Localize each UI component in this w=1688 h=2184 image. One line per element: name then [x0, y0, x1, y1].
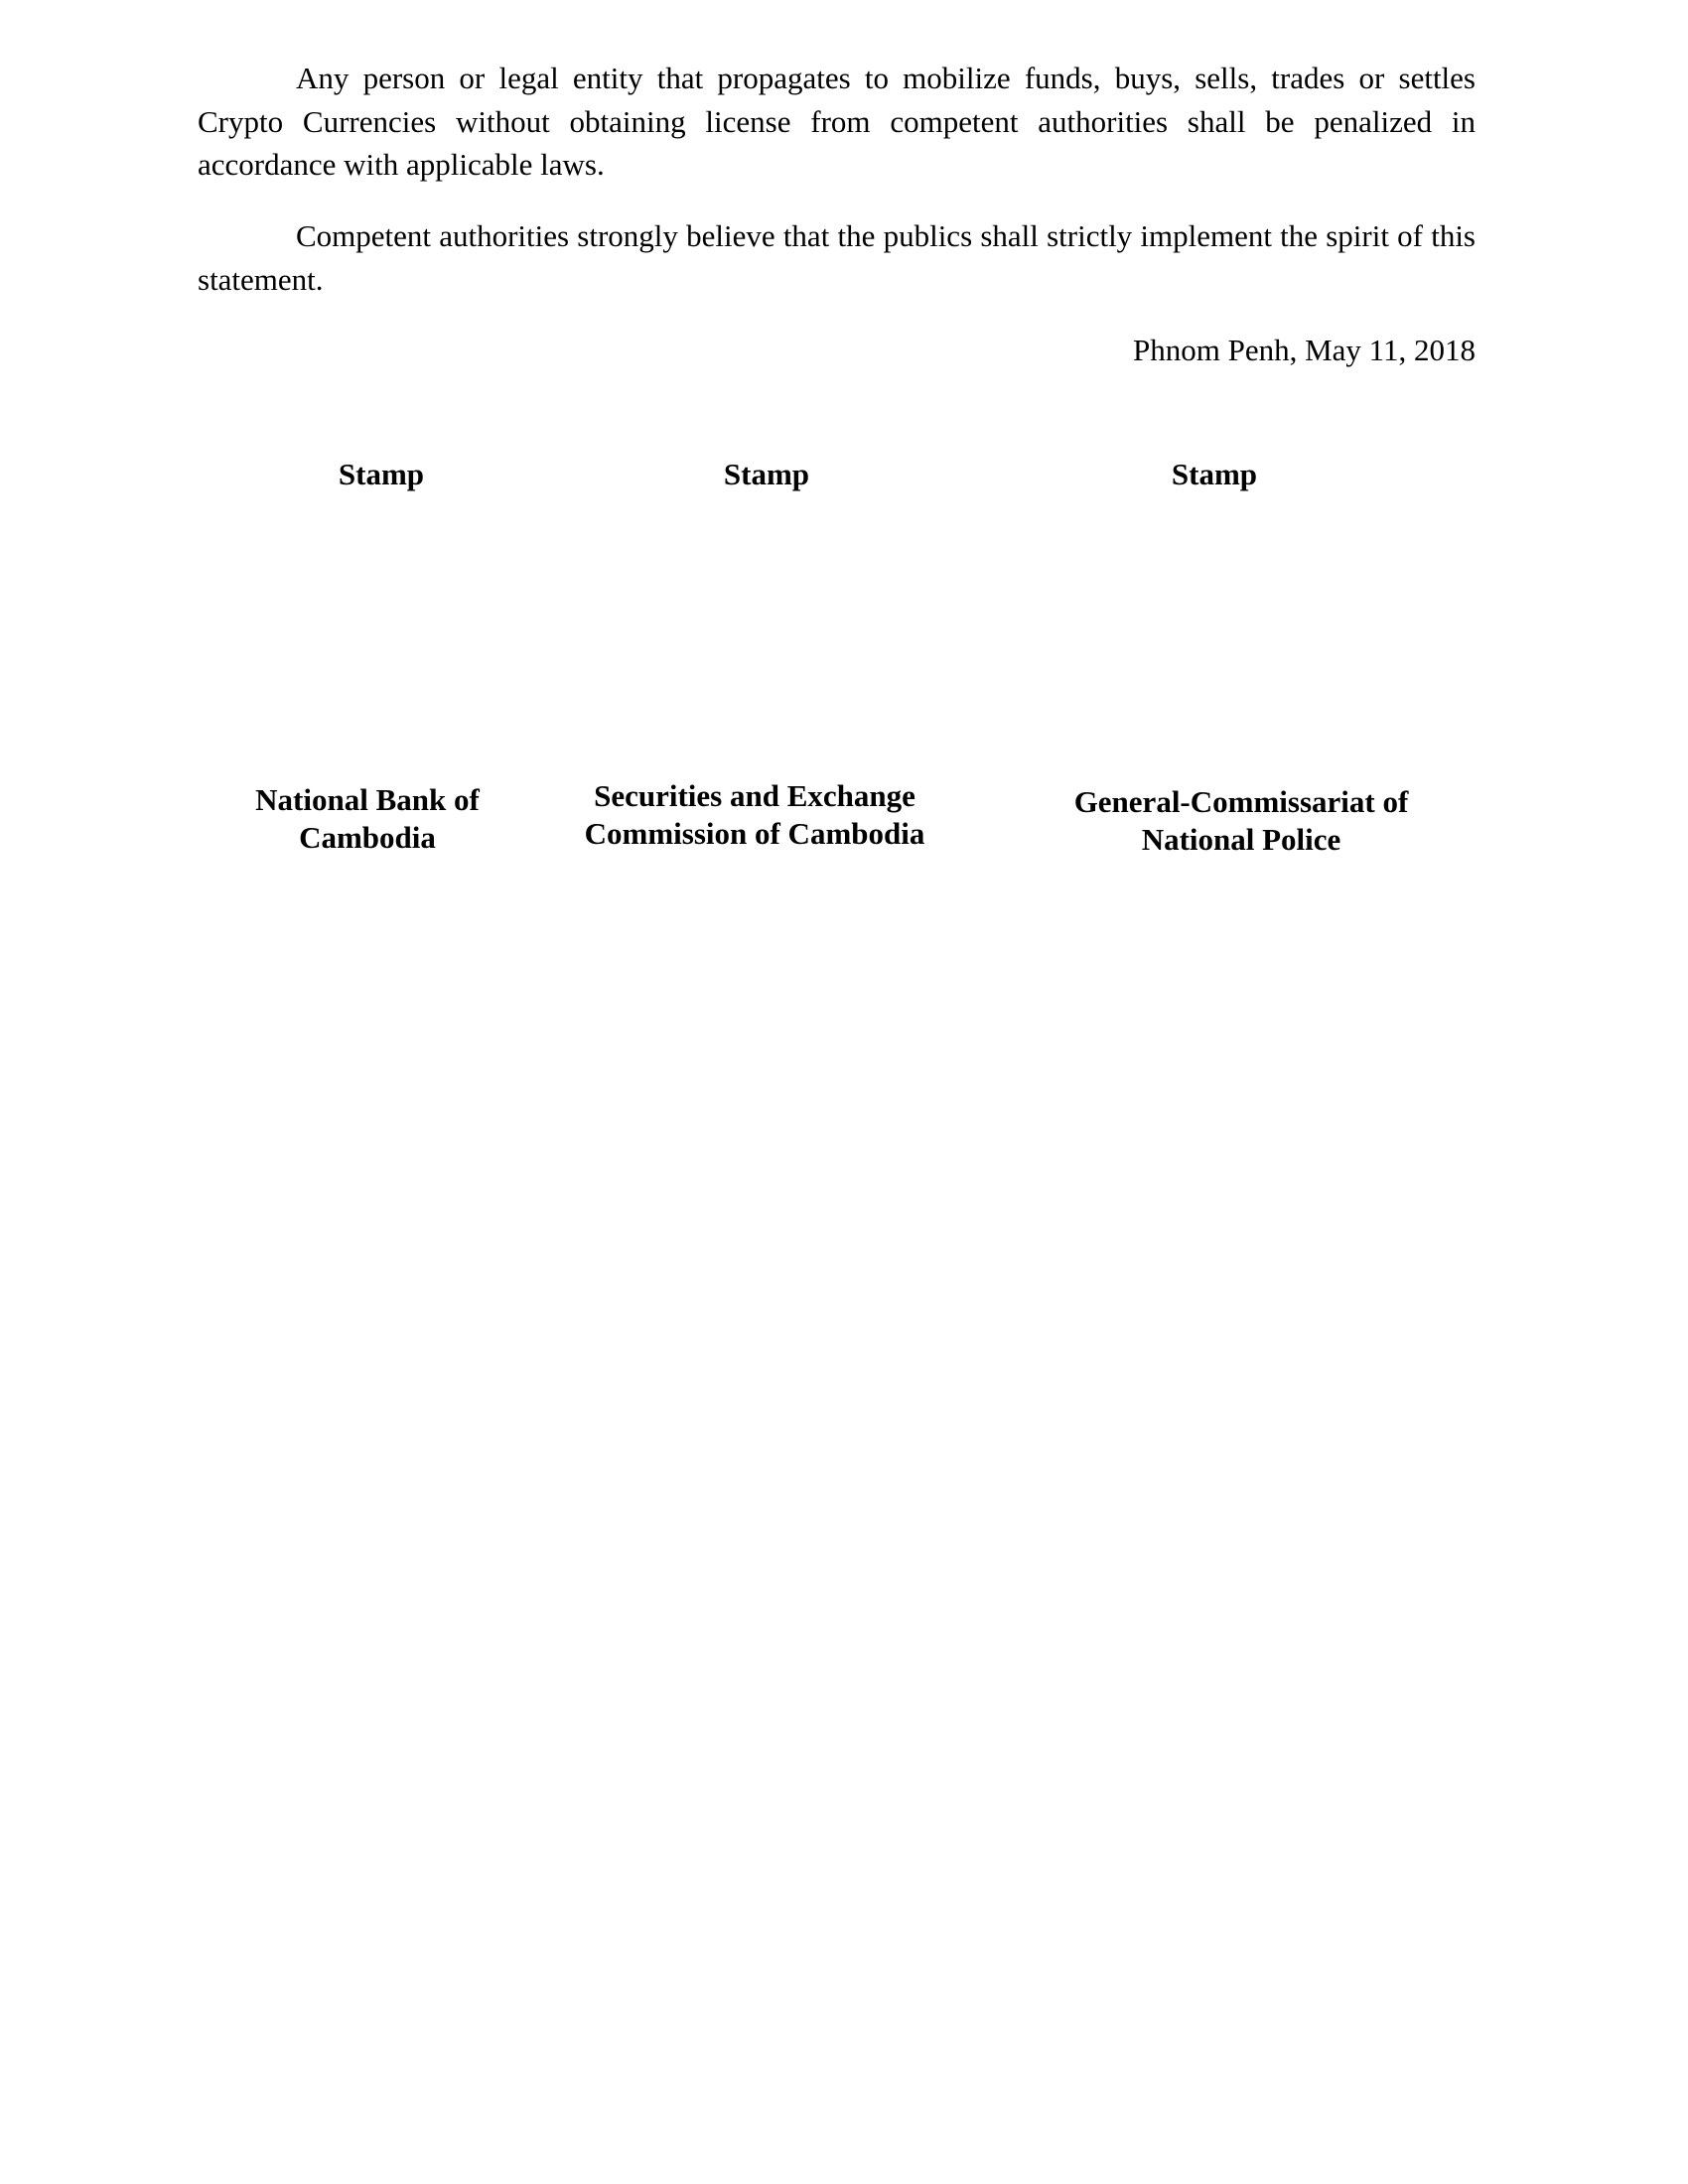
signatory-name-line: General-Commissariat of — [1073, 784, 1409, 819]
paragraph-implementation: Competent authorities strongly believe that the publics shall strictly implement the spirit of this statement. — [198, 218, 1476, 297]
signatory-secc — [556, 777, 953, 853]
stamp-label-secc: Stamp — [723, 457, 810, 491]
signatory-name-line: National Police — [1141, 822, 1341, 857]
stamp-label-police: Stamp — [1171, 457, 1258, 491]
signatory-name-line: Securities and Exchange — [594, 778, 915, 813]
paragraph-penalty: Any person or legal entity that propagates to mobilize funds, buys, sells, trades or settles Crypto Currencies without obtaining license from competent authorities shall be penalized in accordance with applicable laws. — [198, 61, 1476, 182]
place-date: Phnom Penh, May 11, 2018 — [1132, 333, 1476, 367]
signatory-police — [1033, 783, 1450, 859]
signatory-nbc — [218, 781, 516, 857]
stamp-label-nbc: Stamp — [338, 457, 425, 491]
signatory-name-line: Commission of Cambodia — [584, 816, 925, 851]
signatory-name-line: National Bank of — [255, 782, 480, 817]
signatory-name-line: Cambodia — [299, 820, 436, 855]
